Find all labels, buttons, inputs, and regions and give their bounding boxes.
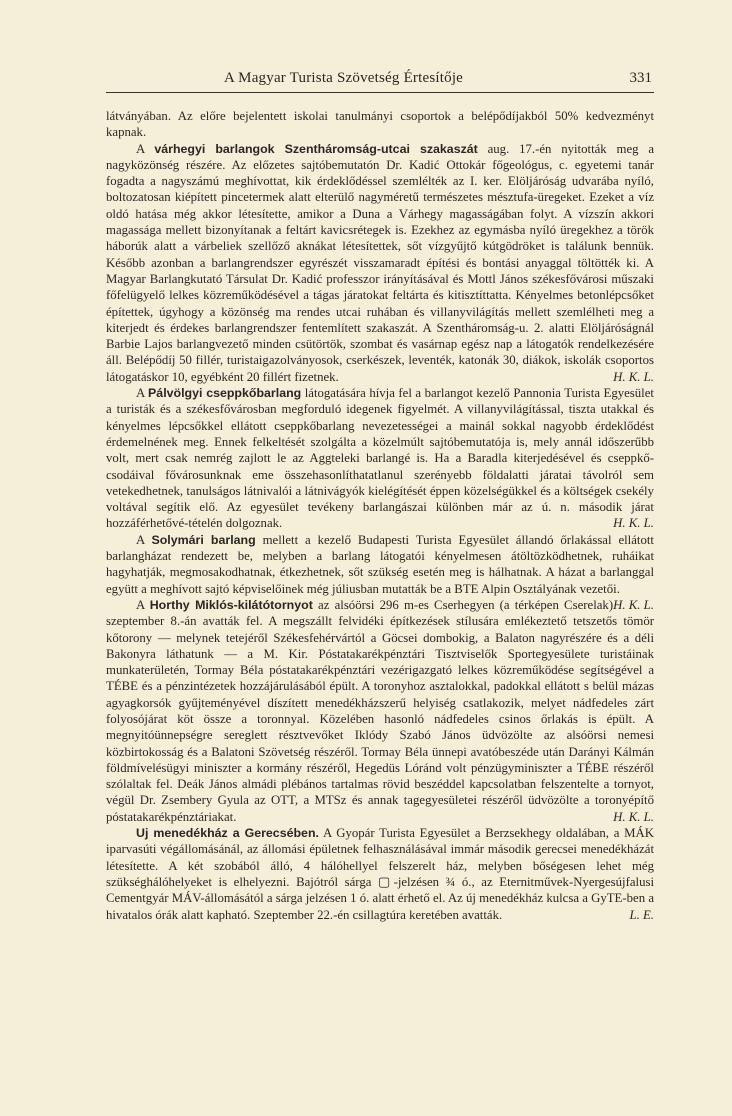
paragraph-text: látogatására hívja fel a barlangot kezelő Pannonia Turista Egyesület a turisták és a székesfővárosban megforduló idegenek figyelmét. A villanyvilágítással, tiszta utakkal és kényelmes lépcsőkkel ellátott cseppkőbarlang nevezetességei a mainál sokkal nagyobb érdeklődést érdemelnének meg. Ennek felkeltését szolgálta a közelmúlt sajtóbemutatója is, mely annál időszerűbb volt, mert csak nemrég zajlott le az Aggteleki barlangé is. Ha a Baradla kiterjedésével és cseppkő-csodáival fővárosunknak eme összehasonlíthatatlanul szerényebb földalatti járatai távolról sem vetekedhetnek, tanulságos látnivalói a látnivágyók kielégítését éppen közelségükkel és a költségek csekély voltával segítik elő. Az egyesület tevékeny barlangászai különben már az ú. n. második járat hozzáférhetővé-tételén dolgoznak. (106, 386, 654, 531)
paragraph-text: látványában. Az előre bejelentett iskolai tanulmányi csoportok a belépődíjakból 50% kedvezményt kapnak. (106, 109, 654, 140)
article-body (106, 108, 654, 923)
running-header (106, 70, 654, 93)
paragraph-intro: A (136, 597, 150, 612)
paragraph-text: aug. 17.-én nyitották meg a nagyközönség részére. Az előzetes sajtóbemutatón Dr. Kadić Ottokár főgeológus, c. egyetemi tanár fogadta a nagyszámú meghívottat, kik érdeklődéssel szemlélték az I. ker. Elöljáróság udvarába nyíló, boltozatosan kiépített pincetermek alatt elterülő nagyméretű természetes mésztufa-üregeket. Ezeket a víz oldó hatása még akkor létesítette, amikor a Duna a Várhegy magasságában folyt. A vízszín akkori magassága mellett bizonyítanak a feltárt kavicsrétegek is. Ezekhez az egymásba nyíló üregekhez a török háborúk alatt a várbeliek szellőző aknákat létesítettek, sőt vízgyűjtő kútgödröket is találunk bennük. Később azonban a barlangrendszer egyrészét visszamaradt építési és bontási anyaggal töltötték ki. A Magyar Barlangkutató Társulat Dr. Kadić professzor irányításával és Mottl János székesfővárosi műszaki főfelügyelő lelkes közreműködésével a tágas járatokat feltárta és kitisztíttatta. Kényelmes betonlépcsőket építettek, úgyhogy a közönség ma rendes utcai ruhában és villanyvilágítás mellett szemlélheti meg a kiterjedt és érdekes barlangrendszer fentemlített szakaszát. A Szentháromság-u. 2. alatti Elöljáróságnál Barbie Lajos barlangvezető minden csütörtök, szombat és vasárnap egész nap a látogatók rendelkezésére áll. Belépődíj 50 fillér, turistaigazolványosok, cserkészek, leventék, katonák 30, diákok, iskolák csoportos látogatáskor 10, egyébként 20 fillért fizetnek. (106, 141, 654, 384)
paragraph (106, 825, 654, 923)
paragraph-heading: Horthy Miklós-kilátótornyot (149, 597, 313, 612)
paragraph-intro: A (136, 141, 155, 156)
paragraph-heading: várhegyi barlangok Szentháromság-utcai szakaszát (154, 141, 478, 156)
author-initials: H. K. L. (613, 597, 654, 612)
paragraph-text: A Gyopár Turista Egyesület a Berzsekhegy oldalában, a MÁK iparvasúti végállomásánál, az állomási épületnek felhasználásával immár második gerecsei menedékházát létesítette. A két szobából álló, 4 hálóhellyel felszerelt ház, melyben bőségesen lehet még szükséghálóhelyeket is elhelyezni. Bajótról sárga ▢-jelzésen ¾ ó., az Eternitművek-Nyergesújfalusi Cementgyár MÁV-állomásától a sárga jelzésen 1 ó. alatt érhető el. Az új menedékház kulcsa a GyTE-ben a hivatalos órák alatt kapható. Szeptember 22.-én csillagtúra keretében avatták. (106, 826, 654, 922)
paragraph (106, 597, 654, 825)
journal-title: A Magyar Turista Szövetség Értesítője (224, 70, 464, 86)
paragraph-text: mellett a kezelő Budapesti Turista Egyesület állandó őrlakással ellátott barlangházat rendezett be, melyben a barlang látogatói kényelmesen átöltözködhetnek, ruháikat hagyhatják, megmosakodhatnak, étkezhetnek, sőt szükség esetén meg is hálhatnak. A házat a barlanggal együtt a meghívott sajtó képviselőinek még júliusban mutatták be a BTE Alpin Osztályának vezetői. (106, 532, 654, 596)
author-initials: H. K. L. (613, 809, 654, 824)
author-initials: L. E. (629, 907, 654, 922)
paragraph (106, 108, 654, 141)
author-initials: H. K. L. (613, 369, 654, 384)
paragraph-intro: A (136, 532, 152, 547)
paragraph-heading: Uj menedékház a Gerecsében. (136, 826, 319, 841)
paragraph-heading: Solymári barlang (151, 532, 256, 547)
paragraph-heading: Pálvölgyi cseppkőbarlang (148, 386, 302, 401)
author-initials: H. K. L. (613, 516, 654, 531)
paragraph (106, 385, 654, 532)
paragraph (106, 141, 654, 385)
paragraph-text: az alsóörsi 296 m-es Cserhegyen (a térképen Cserelak) szeptember 8.-án avatták fel. A megszállt felvidéki építkezések stílusára emlékeztető tetszetős tömör kőtorony — melynek tetejéről Székesfehérvártól a Göcsei dombokig, a Balaton nagyrészére és a déli Bakonyra láthatunk — a M. Kir. Póstatakarékpénztári Tisztviselők Sportegyesülete turistáinak munkaterületén, Tormay Béla póstatakarékpénztári vezérigazgató lelkes közreműködése segítségével a TÉBE és a pénzintézetek hozzájárulásából épült. A toronyhoz asztalokkal, padokkal ellátott s belül mázas agyagkorsók gyűjteményével díszített menedékházszerű helyiség csatlakozik, melyet nádfedeles zárt folyosójárat köt össze a toronnyal. Közelében hasonló nádfedeles csinos őrlakás is épült. A megnyitóünnepségre sereglett résztvevőket Iklódy Szabó János üdvözölte az alsóörsi nemesi közbirtokosság és a Balatoni Szövetség részéről. Tormay Béla ünnepi avatóbeszéde után Darányi Kálmán földmívelésügyi miniszter a kormány részéről, Hegedüs Lóránd volt pénzügyminiszter a TÉBE részéről szólaltak fel. Deák János almádi plébános tartalmas rövid beszéddel kapcsolatban felszentelte a tornyot, végül Dr. Zsembery Gyula az OTT, a MTSz és annak tagegyesületei részéről üdvözölte a toronyépítő póstatakarékpénztáriakat. (106, 597, 654, 824)
page-number: 331 (629, 70, 652, 86)
paragraph-intro: A (136, 386, 149, 401)
